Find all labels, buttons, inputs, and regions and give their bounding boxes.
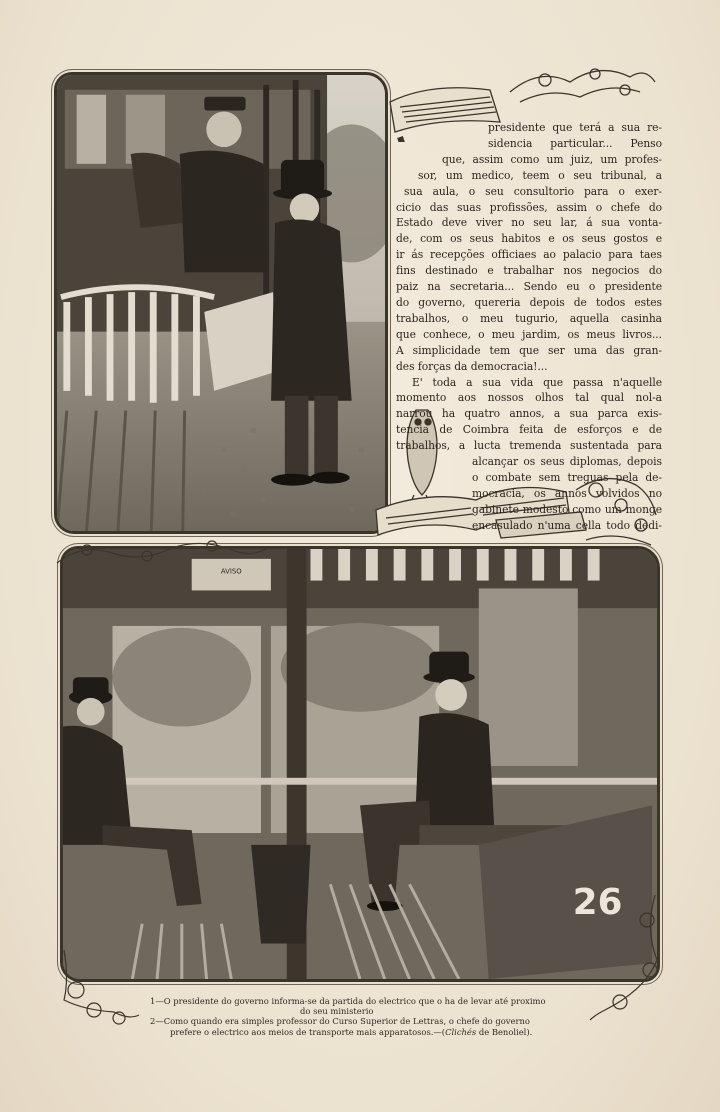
article-line: mocracia, os annos volvidos no	[472, 486, 662, 500]
article-line: que, assim como um juiz, um profes-	[442, 152, 662, 166]
article-line: trabalhos, o meu tugurio, aquella casinha	[396, 311, 662, 325]
article-line: narrou ha quatro annos, a sua parca exis-	[396, 407, 662, 421]
tram-sign-text: AVISO	[220, 567, 242, 576]
photo-tram-interior	[60, 546, 660, 982]
article-line: paiz na secretaria... Sendo eu o presidente	[396, 280, 662, 294]
article-line: Estado deve viver no seu lar, á sua vonta-	[396, 216, 662, 230]
caption-2-prefix: prefere o electrico aos meios de transporte mais apparatosos.—(	[170, 1026, 446, 1037]
article-line: sua aula, o seu consultorio para o exer-	[404, 184, 662, 198]
article-line: presidente que terá a sua re-	[488, 121, 662, 134]
article-line: que conhece, o meu jardim, os meus livros...	[396, 327, 662, 341]
article-line: A simplicidade tem que ser uma das gran-	[396, 343, 662, 357]
article-text	[396, 120, 662, 532]
caption-2-cont	[150, 1027, 580, 1037]
article-line: alcançar os seus diplomas, depois	[472, 455, 662, 469]
article-line: trabalhos, a lucta tremenda sustentada para	[396, 439, 662, 453]
article-line: gabinete modesto como um monge	[472, 502, 662, 516]
leaf-ornament-icon	[585, 890, 665, 1025]
article-line: des forças da democracia!...	[396, 359, 548, 373]
photo-tram-conductor	[54, 72, 388, 534]
article-line: fins destinado e trabalhar nos negocios do	[396, 264, 662, 278]
caption-1: 1—O presidente do governo informa-se da partida do electrico que o ha de levar até proximo	[150, 996, 546, 1006]
ornament-mid-left	[52, 538, 272, 568]
photo-captions	[150, 996, 580, 1037]
article-line: de, com os seus habitos e os seus gostos e	[396, 232, 662, 246]
article-line: E' toda a sua vida que passa n'aquelle	[412, 375, 662, 389]
article-line: o combate sem treguas pela de-	[472, 470, 662, 484]
vine-ornament-icon	[52, 538, 272, 568]
tram-number-text: 26	[572, 881, 623, 923]
article-line: encasulado n'uma cella todo dedi-	[472, 518, 662, 532]
article-line: do governo, quereria depois de todos estes	[396, 295, 662, 309]
tram-interior-photo-icon	[63, 549, 657, 979]
article-line: ir ás recepções officiaes ao palacio para taes	[396, 248, 662, 262]
tram-conductor-photo-icon	[57, 75, 385, 531]
article-line: tencia de Coimbra feita de esforços e de	[396, 423, 662, 437]
caption-2: 2—Como quando era simples professor do Curso Superior de Lettras, o chefe do governo	[150, 1016, 530, 1027]
ornament-bottom-right	[585, 890, 665, 1025]
article-line: sor, um medico, teem o seu tribunal, a	[418, 168, 662, 182]
article-line: cicio das suas profissões, assim o chefe do	[396, 200, 662, 214]
ornament-bottom-left	[54, 940, 144, 1030]
article-line: sidencia particular... Penso	[488, 136, 662, 150]
caption-1-cont: do seu ministerio	[300, 1006, 374, 1017]
leaf-ornament-icon	[54, 940, 144, 1030]
caption-2-suffix: de Benoliel).	[476, 1026, 533, 1037]
caption-2-italic: Clichés	[445, 1026, 477, 1037]
article-line: momento aos nossos olhos tal qual nol-a	[396, 391, 662, 405]
